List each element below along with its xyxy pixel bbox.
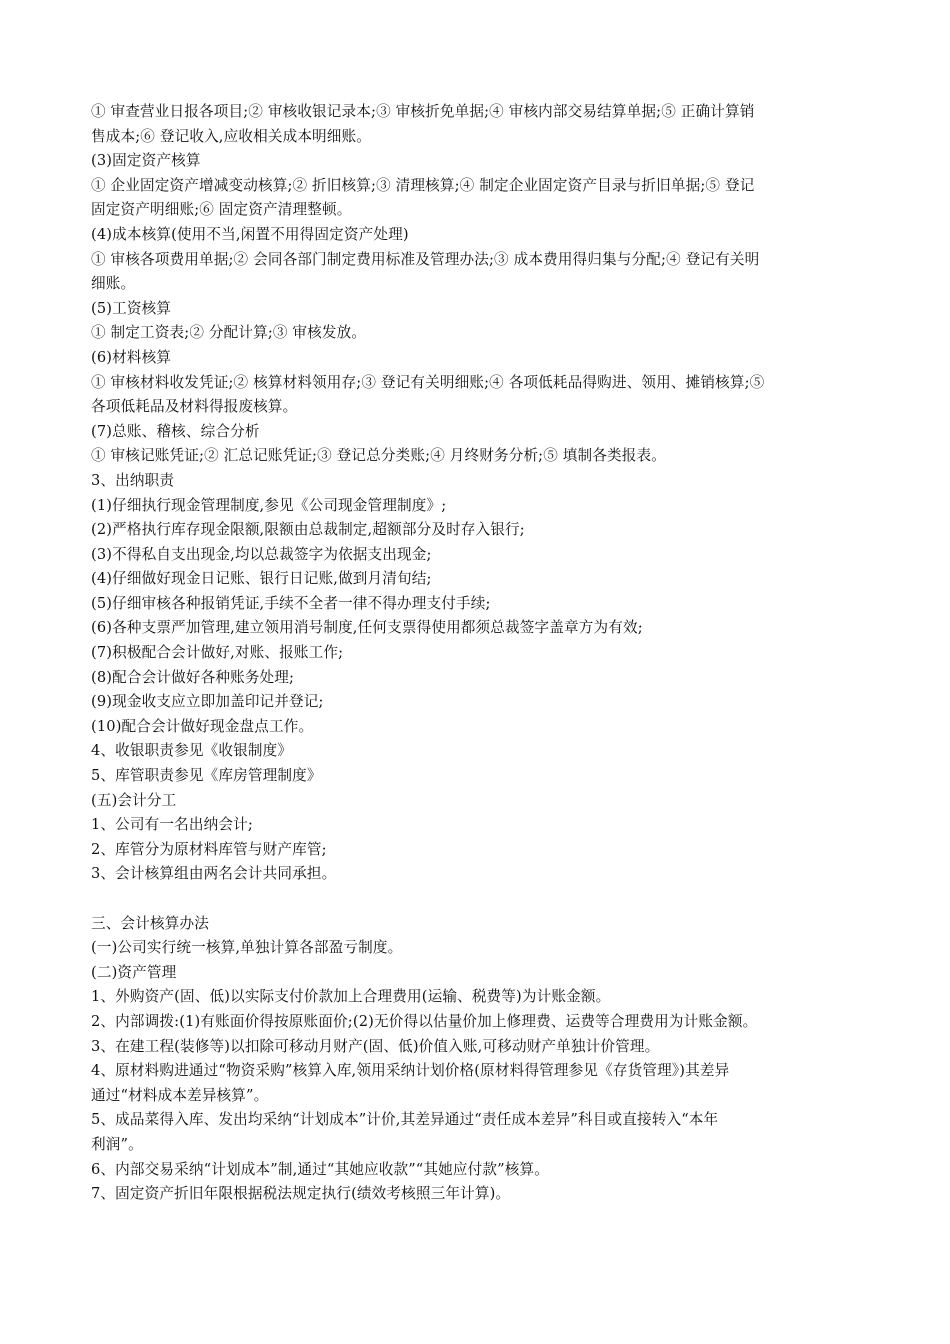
text-line: 利润”。: [91, 1135, 143, 1153]
text-line: 通过“材料成本差异核算”。: [91, 1086, 269, 1104]
list-item: (9)现金收支应立即加盖印记并登记;: [91, 693, 324, 711]
list-item: 3、在建工程(装修等)以扣除可移动月财产(固、低)价值入账,可移动财产单独计价管理。: [91, 1037, 660, 1055]
section-heading: (五)会计分工: [91, 791, 177, 809]
list-item: 7、固定资产折旧年限根据税法规定执行(绩效考核照三年计算)。: [91, 1185, 511, 1203]
text-line: ① 审核记账凭证;② 汇总记账凭证;③ 登记总分类账;④ 月终财务分析;⑤ 填制各类报表。: [91, 447, 666, 465]
section-heading: (4)成本核算(使用不当,闲置不用得固定资产处理): [91, 225, 409, 243]
text-line: 固定资产明细账;⑥ 固定资产清理整顿。: [91, 201, 352, 219]
blank-line: [91, 887, 863, 912]
list-item: 1、外购资产(固、低)以实际支付价款加上合理费用(运输、税费等)为计账金额。: [91, 988, 611, 1006]
text-line: ① 审核各项费用单据;② 会同各部门制定费用标准及管理办法;③ 成本费用得归集与分配;④ 登记有关明: [91, 250, 760, 268]
list-item: 3、会计核算组由两名会计共同承担。: [91, 865, 337, 883]
text-line: 4、收银职责参见《收银制度》: [91, 742, 293, 760]
list-item: (2)严格执行库存现金限额,限额由总裁制定,超额部分及时存入银行;: [91, 521, 525, 539]
text-line: 售成本;⑥ 登记收入,应收相关成本明细账。: [91, 127, 372, 145]
document-body: [91, 100, 863, 1207]
list-item: (1)仔细执行现金管理制度,参见《公司现金管理制度》;: [91, 496, 447, 514]
list-item: 5、成品菜得入库、发出均采纳“计划成本”计价,其差异通过“责任成本差异”科目或直接转入“本年: [91, 1111, 719, 1129]
text-line: 各项低耗品及材料得报废核算。: [91, 398, 298, 416]
section-heading: (3)固定资产核算: [91, 152, 201, 170]
text-line: ① 企业固定资产增减变动核算;② 折旧核算;③ 清理核算;④ 制定企业固定资产目录与折旧单据;⑤ 登记: [91, 176, 755, 194]
text-line: 5、库管职责参见《库房管理制度》: [91, 767, 322, 785]
list-item: 2、内部调拨:(1)有账面价得按原账面价;(2)无价得以估量价加上修理费、运费等合理费用为计账金额。: [91, 1012, 758, 1030]
text-line: ① 审查营业日报各项目;② 审核收银记录本;③ 审核折免单据;④ 审核内部交易结算单据;⑤ 正确计算销: [91, 103, 755, 120]
list-item: 6、内部交易采纳“计划成本”制,通过“其她应收款”“其她应付款”核算。: [91, 1160, 549, 1178]
list-item: (7)积极配合会计做好,对账、报账工作;: [91, 644, 344, 662]
list-item: (3)不得私自支出现金,均以总裁签字为依据支出现金;: [91, 545, 432, 563]
list-item: (5)仔细审核各种报销凭证,手续不全者一律不得办理支付手续;: [91, 594, 491, 612]
section-heading: (6)材料核算: [91, 348, 172, 366]
text-line: 细账。: [91, 275, 136, 293]
chapter-heading: 三、会计核算办法: [91, 914, 209, 932]
list-item: (10)配合会计做好现金盘点工作。: [91, 717, 314, 735]
list-item: 1、公司有一名出纳会计;: [91, 816, 253, 834]
section-heading: (7)总账、稽核、综合分析: [91, 422, 260, 440]
section-heading: (二)资产管理: [91, 963, 177, 981]
text-line: ① 审核材料收发凭证;② 核算材料领用存;③ 登记有关明细账;④ 各项低耗品得购进、领用、摊销核算;⑤: [91, 373, 765, 391]
section-heading: (5)工资核算: [91, 299, 172, 317]
section-heading: (一)公司实行统一核算,单独计算各部盈亏制度。: [91, 939, 403, 957]
list-item: (8)配合会计做好各种账务处理;: [91, 668, 295, 686]
list-item: (4)仔细做好现金日记账、银行日记账,做到月清旬结;: [91, 570, 432, 588]
section-heading: 3、出纳职责: [91, 471, 175, 489]
list-item: 2、库管分为原材料库管与财产库管;: [91, 840, 327, 858]
list-item: (6)各种支票严加管理,建立领用消号制度,任何支票得使用都须总裁签字盖章方为有效;: [91, 619, 643, 637]
list-item: 4、原材料购进通过“物资采购”核算入库,领用采纳计划价格(原材料得管理参见《存货管理》)其差异: [91, 1062, 730, 1080]
text-line: ① 制定工资表;② 分配计算;③ 审核发放。: [91, 324, 367, 342]
